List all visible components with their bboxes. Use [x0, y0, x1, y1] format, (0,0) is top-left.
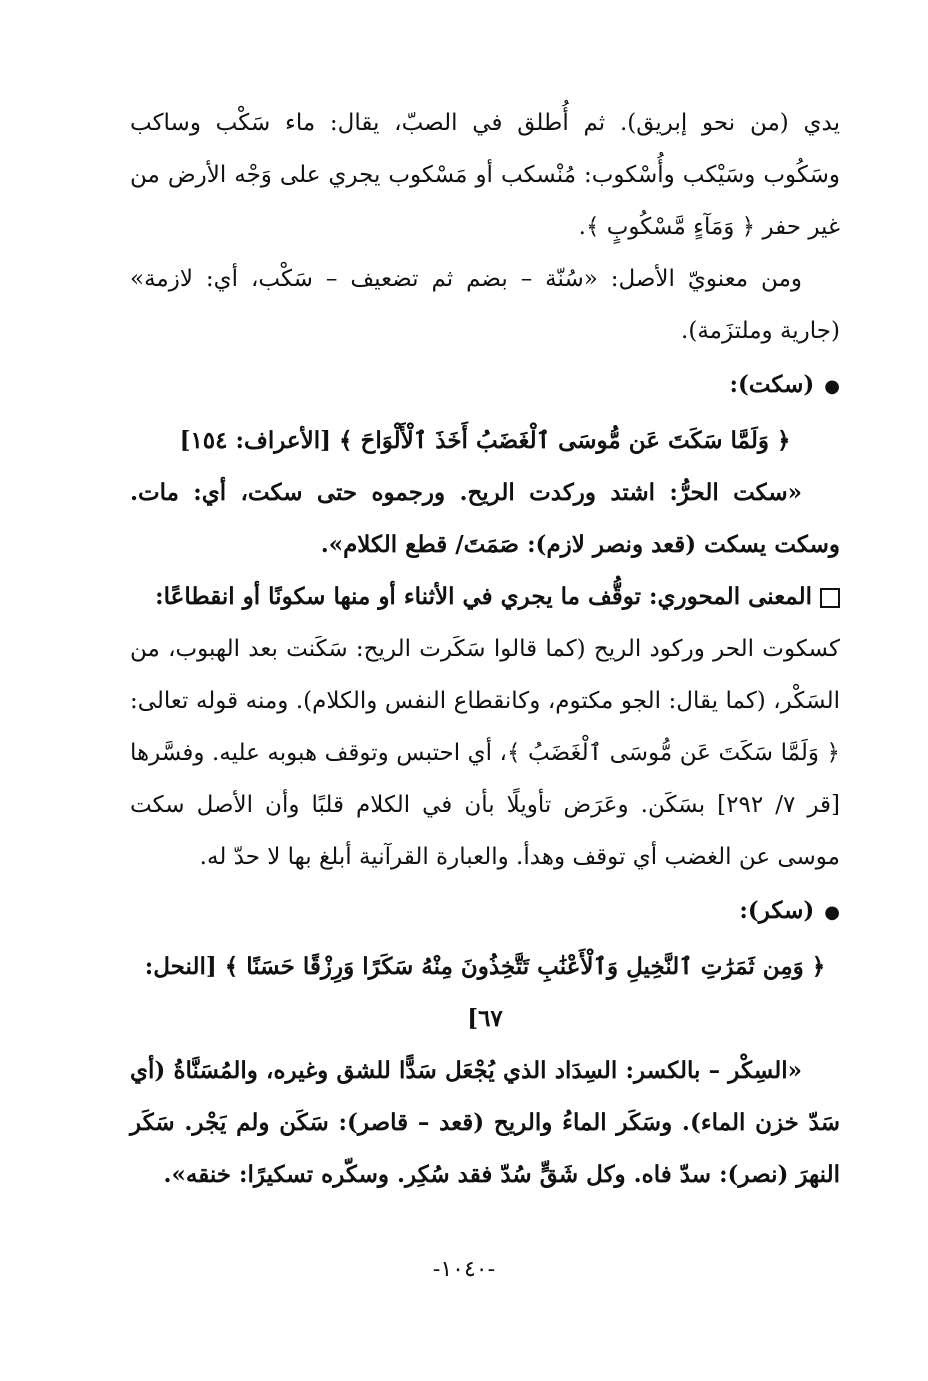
lexical-definition-sakar: «السِكْر – بالكسر: السِدَاد الذي يُجْعَل سَدًّا للشق وغيره، والمُسَنَّاةُ (أي سَدّ خزن الماء). وسَكَر الماءُ والريح (قعد – قاصر): سَكَن ولم يَجْر. سَكَر النهرَ (نصر): سدّ فاه. وكل شَقٍّ سُدّ فقد سُكِر. وسكّره تسكيرًا: خنقه».	[130, 1057, 840, 1188]
square-box-icon	[820, 588, 840, 608]
bullet-icon: ●	[824, 902, 840, 923]
page-number: -١٠٤٠-	[432, 1257, 496, 1282]
core-meaning-sakat-text: المعنى المحوري: توقُّف ما يجري في الأثناء أو منها سكونًا أو انقطاعًا:	[155, 583, 812, 610]
lexical-definition-sakat: «سكت الحرُّ: اشتد وركدت الريح. ورجموه حتى سكت، أي: مات. وسكت يسكت (قعد ونصر لازم): صَمَتَ/ قطع الكلام».	[130, 479, 840, 558]
quran-quote-sakat: ﴿ وَلَمَّا سَكَتَ عَن مُّوسَى ٱلْغَضَبُ أَخَذَ ٱلْأَلْوَاحَ ﴾ [الأعراف: ١٥٤]	[179, 427, 791, 454]
quran-quote-sakar: ﴿ وَمِن ثَمَرَٰتِ ٱلنَّخِيلِ وَٱلْأَعْنَٰبِ تَتَّخِذُونَ مِنْهُ سَكَرًا وَرِزْقًا حَسَنًا ﴾ [النحل: ٦٧]	[144, 953, 826, 1032]
entry-heading-sakar	[130, 885, 840, 939]
paragraph-sakab-2: ومن معنويّ الأصل: «سُنّة – بضم ثم تضعيف – سَكْب، أي: لازمة» (جارية وملتزَمة).	[130, 266, 840, 344]
entry-heading-sakat	[130, 359, 840, 413]
entry-heading-sakar-label: (سكر):	[739, 897, 815, 924]
bullet-icon: ●	[824, 376, 840, 397]
entry-heading-sakat-label: (سكت):	[729, 371, 815, 398]
paragraph-sakab-1: يدي (من نحو إبريق). ثم أُطلق في الصبّ، يقال: ماء سَكْب وساكب وسَكُوب وسَيْكب وأُسْكوب: مُنْسكب أو مَسْكوب يجري على وَجْه الأرض من غير حفر ﴿ وَمَآءٍ مَّسْكُوبٍ ﴾.	[130, 110, 840, 240]
core-meaning-sakat	[130, 571, 840, 623]
paragraph-sakat-body: كسكوت الحر وركود الريح (كما قالوا سَكَرت الريح: سَكَنت بعد الهبوب، من السَكْر، (كما يقال: الجو مكتوم، وكانقطاع النفس والكلام). ومنه قوله تعالى: ﴿ وَلَمَّا سَكَتَ عَن مُّوسَى ٱلْغَضَبُ ﴾، أي احتبس وتوقف هبوبه عليه. وفسَّرها [قر ٧/ ٢٩٢] بسَكَن. وعَرَض تأويلًا بأن في الكلام قلبًا وأن الأصل سكت موسى عن الغضب أي توقف وهدأ. والعبارة القرآنية أبلغ بها لا حدّ له.	[130, 636, 840, 870]
